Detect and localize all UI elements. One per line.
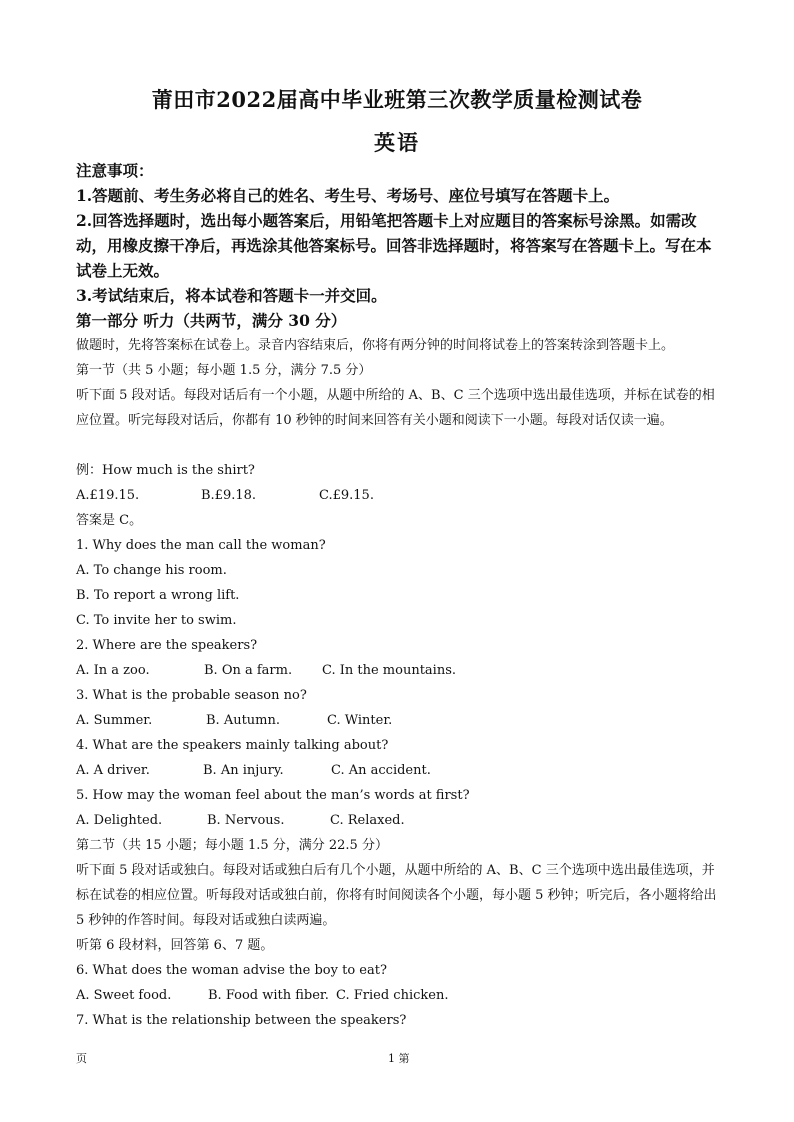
example-options: [76, 483, 724, 508]
option-b: B. An injury.: [203, 763, 284, 778]
option-c: C. Fried chicken.: [336, 988, 449, 1003]
question-6: 6. What does the woman advise the boy to eat?: [76, 963, 387, 978]
exam-subject: 英语: [374, 130, 420, 155]
option-b: B. On a farm.: [204, 663, 293, 678]
option-c: C. In the mountains.: [322, 663, 457, 678]
q1-option-c: C. To invite her to swim.: [76, 613, 237, 628]
exam-content: [76, 158, 724, 1033]
q1-option-a: A. To change his room.: [76, 563, 227, 578]
option-a: A. In a zoo.: [76, 663, 150, 678]
question-5: 5. How may the woman feel about the man’s words at first?: [76, 788, 470, 803]
option-a: A. A driver.: [76, 763, 150, 778]
example-question: 例：How much is the shirt?: [76, 463, 255, 478]
section2-heading: 第二节（共 15 小题；每小题 1.5 分，满分 22.5 分）: [76, 838, 388, 853]
question-4: 4. What are the speakers mainly talking about?: [76, 738, 389, 753]
q1-option-b: B. To report a wrong lift.: [76, 588, 240, 603]
notice-item-2: 2.回答选择题时，选出每小题答案后，用铅笔把答题卡上对应题目的答案标号涂黑。如需改动，用橡皮擦干净后，再选涂其他答案标号。回答非选择题时，将答案写在答题卡上。写在本试卷上无效。: [76, 211, 712, 280]
q2-options: [76, 658, 724, 683]
notice-heading: 注意事项：: [76, 161, 154, 180]
section1-intro: 听下面 5 段对话。每段对话后有一个小题，从题中所给的 A、B、C 三个选项中选出最佳选项，并标在试卷的相应位置。听完每段对话后，你都有 10 秒钟的时间来回答有关小题和阅读下一小题。每段对话仅读一遍。: [76, 388, 715, 428]
option-b: B. Autumn.: [206, 713, 281, 728]
option-a: A.£19.15.: [76, 488, 140, 503]
q6-options: [76, 983, 724, 1008]
question-2: 2. Where are the speakers?: [76, 638, 258, 653]
section2-intro: 听下面 5 段对话或独白。每段对话或独白后有几个小题，从题中所给的 A、B、C 三个选项中选出最佳选项，并标在试卷的相应位置。听每段对话或独白前，你将有时间阅读各个小题，每小题 5 秒钟；听完后，各小题将给出 5 秒钟的作答时间。每段对话或独白读两遍。: [76, 863, 717, 928]
option-b: B. Food with fiber.: [208, 988, 329, 1003]
question-1: 1. Why does the man call the woman?: [76, 538, 326, 553]
option-c: C. Relaxed.: [330, 813, 405, 828]
option-b: B. Nervous.: [207, 813, 285, 828]
part1-intro: 做题时，先将答案标在试卷上。录音内容结束后，你将有两分钟的时间将试卷上的答案转涂到答题卡上。: [76, 338, 675, 353]
q5-options: [76, 808, 724, 833]
option-c: C. Winter.: [327, 713, 393, 728]
question-7: 7. What is the relationship between the speakers?: [76, 1013, 407, 1028]
footer-page-label: 页: [76, 1052, 87, 1065]
exam-title: 莆田市2022届高中毕业班第三次教学质量检测试卷: [151, 87, 643, 112]
q3-options: [76, 708, 724, 733]
question-3: 3. What is the probable season no?: [76, 688, 307, 703]
part1-heading: 第一部分 听力（共两节，满分 30 分）: [76, 311, 347, 330]
footer-page-number: 1 第: [388, 1052, 410, 1065]
option-a: A. Delighted.: [76, 813, 163, 828]
option-a: A. Summer.: [76, 713, 153, 728]
option-c: C.£9.15.: [319, 488, 374, 503]
example-answer: 答案是 C。: [76, 513, 143, 528]
material-6-heading: 听第 6 段材料，回答第 6、7 题。: [76, 938, 274, 953]
notice-item-1: 1.答题前、考生务必将自己的姓名、考生号、考场号、座位号填写在答题卡上。: [76, 186, 620, 205]
option-c: C. An accident.: [331, 763, 431, 778]
option-b: B.£9.18.: [201, 488, 257, 503]
q4-options: [76, 758, 724, 783]
section1-heading: 第一节（共 5 小题；每小题 1.5 分，满分 7.5 分）: [76, 363, 372, 378]
notice-item-3: 3.考试结束后，将本试卷和答题卡一并交回。: [76, 286, 387, 305]
option-a: A. Sweet food.: [76, 988, 172, 1003]
